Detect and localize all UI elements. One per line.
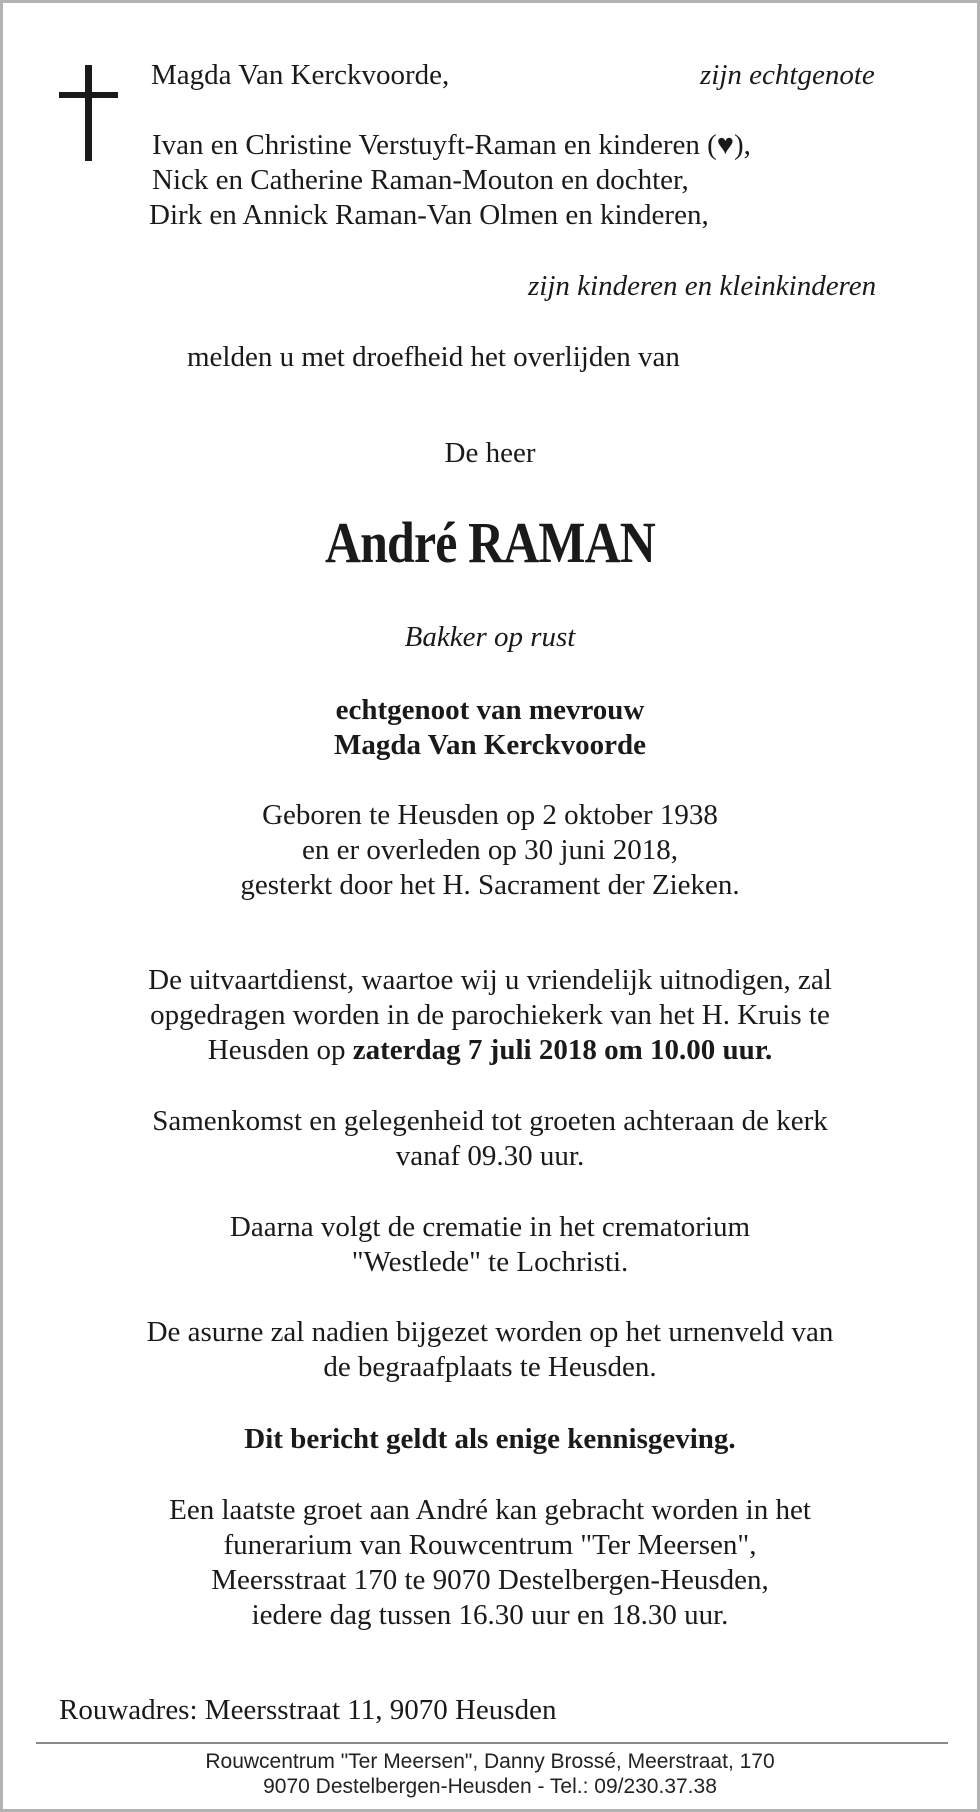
family-list <box>3 128 977 233</box>
cremation-line-2: "Westlede" te Lochristi. <box>351 1246 629 1278</box>
gathering-info <box>3 1104 977 1174</box>
visit-line-2: funerarium van Rouwcentrum "Ter Meersen", <box>223 1529 757 1561</box>
spouse-line-1: echtgenoot van mevrouw <box>335 694 645 726</box>
cremation-info <box>3 1210 977 1280</box>
visitation-info <box>3 1493 977 1633</box>
birth-death-info <box>3 798 977 903</box>
title: De heer <box>444 437 536 469</box>
birth-line-2: en er overleden op 30 juni 2018, <box>301 834 679 866</box>
family-line-3: Dirk en Annick Raman-Van Olmen en kinderen, <box>149 199 709 231</box>
family-line-2: Nick en Catherine Raman-Mouton en dochter, <box>152 164 689 196</box>
service-line-2: opgedragen worden in de parochiekerk van het H. Kruis te <box>150 999 830 1031</box>
service-date: zaterdag 7 juli 2018 om 10.00 uur. <box>352 1034 773 1066</box>
urn-line-1: De asurne zal nadien bijgezet worden op het urnenveld van <box>146 1316 834 1348</box>
spouse-of <box>3 693 977 763</box>
mourning-address: Rouwadres: Meersstraat 11, 9070 Heusden <box>59 1694 557 1726</box>
spouse-role: zijn echtgenote <box>700 59 875 91</box>
gathering-line-1: Samenkomst en gelegenheid tot groeten achteraan de kerk <box>152 1105 828 1137</box>
gathering-line-2: vanaf 09.30 uur. <box>395 1140 585 1172</box>
footer-line-2: 9070 Destelbergen-Heusden - Tel.: 09/230.37.38 <box>263 1775 717 1798</box>
announcement: melden u met droefheid het overlijden van <box>187 341 680 373</box>
birth-line-1: Geboren te Heusden op 2 oktober 1938 <box>262 799 718 831</box>
spouse-name: Magda Van Kerckvoorde, <box>151 59 450 91</box>
urn-line-2: de begraafplaats te Heusden. <box>323 1351 657 1383</box>
notice: Dit bericht geldt als enige kennisgeving. <box>244 1423 736 1455</box>
family-line-1: Ivan en Christine Verstuyft-Raman en kinderen (♥), <box>152 129 751 161</box>
spouse-line-2: Magda Van Kerckvoorde <box>333 729 647 761</box>
service-line-3 <box>3 1033 977 1068</box>
cremation-line-1: Daarna volgt de crematie in het crematorium <box>229 1211 751 1243</box>
service-line-3-prefix: Heusden op <box>207 1034 353 1066</box>
family-role: zijn kinderen en kleinkinderen <box>528 270 877 302</box>
deceased-name: André RAMAN <box>325 510 655 575</box>
footer-line-1: Rouwcentrum "Ter Meersen", Danny Brossé, Meerstraat, 170 <box>205 1750 775 1773</box>
funeral-home-footer <box>3 1749 977 1799</box>
funeral-service <box>3 963 977 1068</box>
visit-line-4: iedere dag tussen 16.30 uur en 18.30 uur. <box>251 1599 729 1631</box>
visit-line-1: Een laatste groet aan André kan gebracht worden in het <box>169 1494 811 1526</box>
footer-divider <box>36 1742 948 1744</box>
visit-line-3: Meersstraat 170 te 9070 Destelbergen-Heusden, <box>211 1564 769 1596</box>
birth-line-3: gesterkt door het H. Sacrament der Zieken. <box>240 869 740 901</box>
occupation: Bakker op rust <box>404 621 576 653</box>
service-line-1: De uitvaartdienst, waartoe wij u vriendelijk uitnodigen, zal <box>148 964 832 996</box>
urn-info <box>3 1315 977 1385</box>
